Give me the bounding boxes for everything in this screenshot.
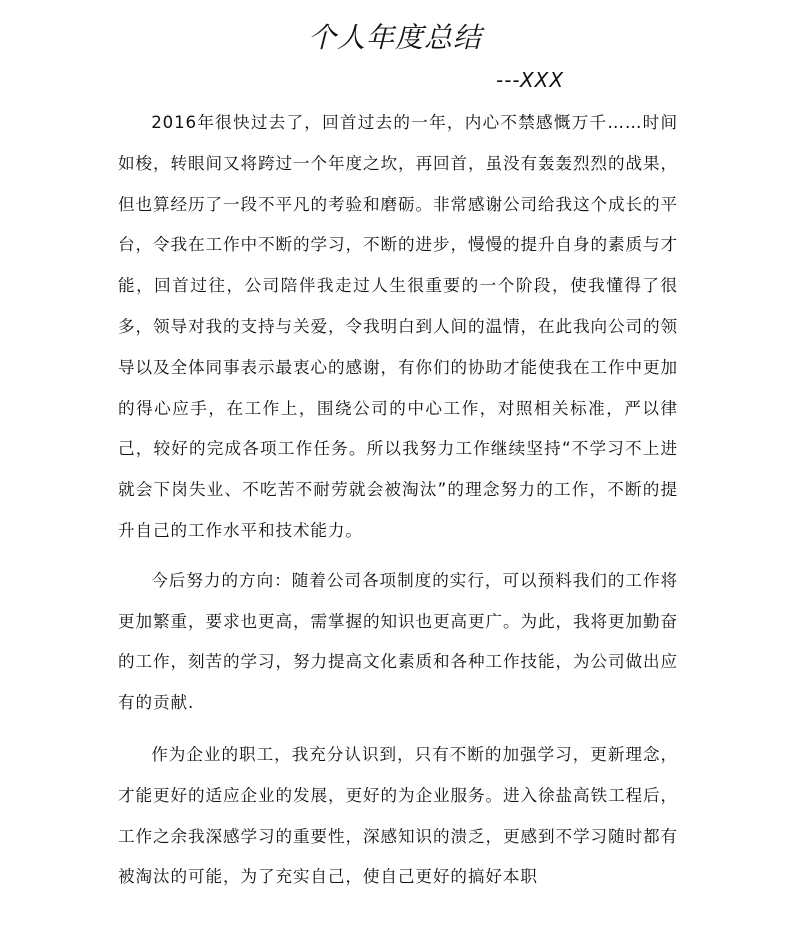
paragraph-1: 2016年很快过去了，回首过去的一年，内心不禁感慨万千……时间如梭，转眼间又将跨过一个年度之坎，再回首，虽没有轰轰烈烈的战果，但也算经历了一段不平凡的考验和磨砺。非常感谢公司给我这个成长的平台，令我在工作中不断的学习，不断的进步，慢慢的提升自身的素质与才能，回首过往，公司陪伴我走过人生很重要的一个阶段，使我懂得了很多，领导对我的支持与关爱，令我明白到人间的温情，在此我向公司的领导以及全体同事表示最衷心的感谢，有你们的协助才能使我在工作中更加的得心应手，在工作上，围绕公司的中心工作，对照相关标准，严以律己，较好的完成各项工作任务。所以我努力工作继续坚持“不学习不上进就会下岗失业、不吃苦不耐劳就会被淘汰”的理念努力的工作，不断的提升自己的工作水平和技术能力。: [118, 113, 678, 540]
document-author: ---XXX: [496, 68, 565, 92]
paragraph-3: 作为企业的职工，我充分认识到，只有不断的加强学习，更新理念，才能更好的适应企业的发展，更好的为企业服务。进入徐盐高铁工程后，工作之余我深感学习的重要性，深感知识的溃乏，更感到不学习随时都有被淘汰的可能，为了充实自己，使自己更好的搞好本职: [118, 744, 678, 887]
paragraph-2: 今后努力的方向：随着公司各项制度的实行，可以预料我们的工作将更加繁重，要求也更高，需掌握的知识也更高更广。为此，我将更加勤奋的工作，刻苦的学习，努力提高文化素质和各种工作技能，为公司做出应有的贡献.: [118, 570, 678, 713]
document-body: [118, 103, 678, 898]
document-title: 个人年度总结: [307, 21, 482, 54]
